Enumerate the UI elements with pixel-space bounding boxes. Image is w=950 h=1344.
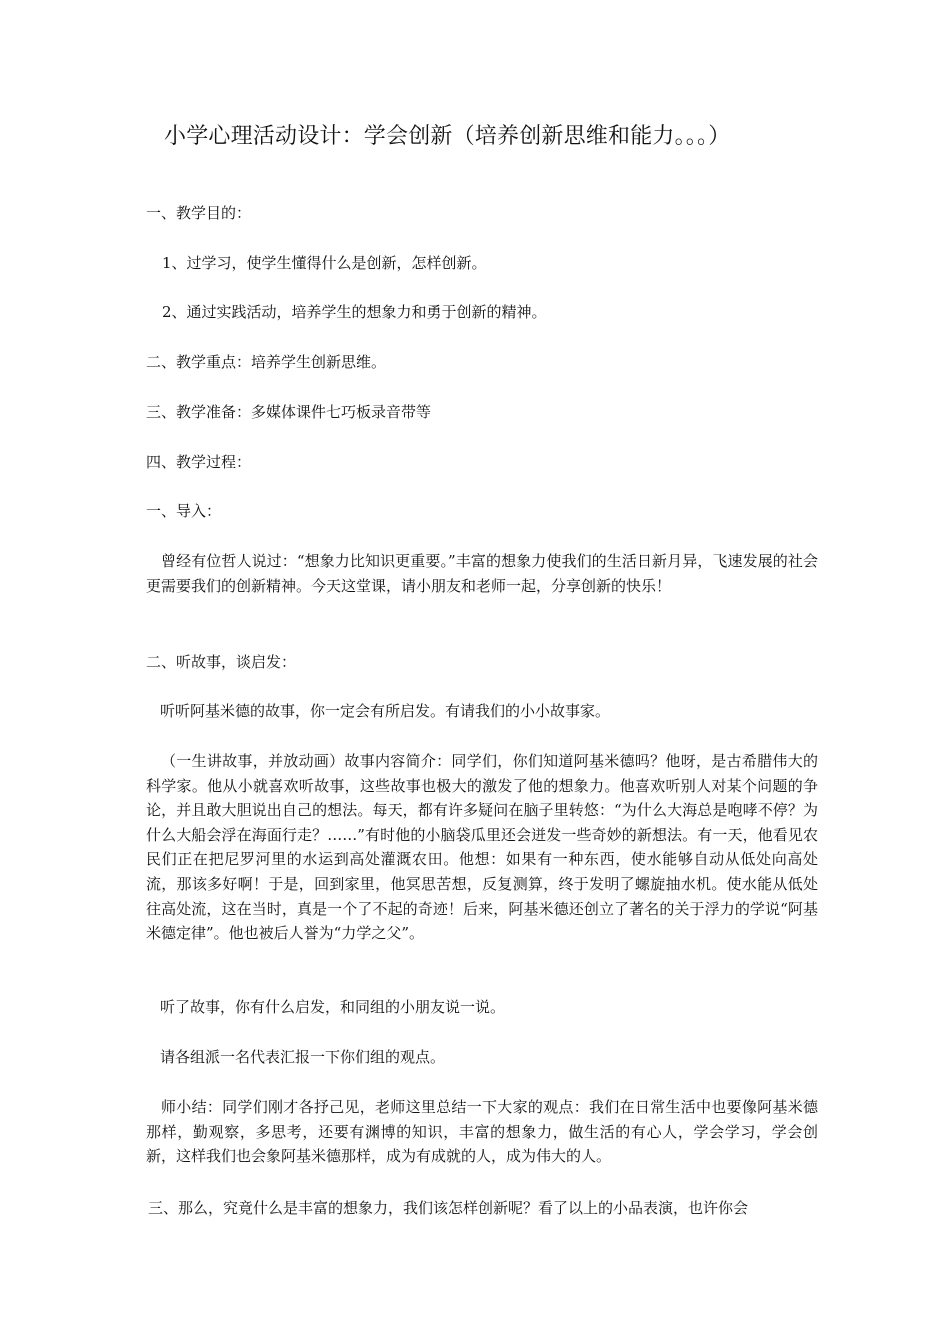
story-question-1: 听了故事，你有什么启发，和同组的小朋友说一说。 [160, 998, 506, 1016]
subsection-heading-intro: 一、导入： [146, 502, 222, 520]
story-content-paragraph: （一生讲故事，并放动画）故事内容简介：同学们，你们知道阿基米德吗？他呀，是古希腊伟大的科学家。他从小就喜欢听故事，这些故事也极大的激发了他的想象力。他喜欢听别人对某个问题的争论，并且敢大胆说出自己的想法。每天，都有许多疑问在脑子里转悠：“为什么大海总是咆哮不停？为什么大船会浮在海面行走？……”有时他的小脑袋瓜里还会迸发一些奇妙的新想法。有一天，他看见农民们正在把尼罗河里的水运到高处灌溉农田。他想：如果有一种东西，使水能够自动从低处向高处流，那该多好啊！于是，回到家里，他冥思苦想，反复测算，终于发明了螺旋抽水机。使水能从低处往高处流，这在当时，真是一个了不起的奇迹！后来，阿基米德还创立了著名的关于浮力的学说“阿基米德定律”。他也被后人誉为“力学之父”。 [146, 752, 818, 943]
objective-item-1: 1、过学习，使学生懂得什么是创新，怎样创新。 [162, 254, 487, 272]
subsection-heading-story: 二、听故事，谈启发： [146, 653, 297, 671]
teacher-summary-paragraph: 师小结：同学们刚才各抒己见，老师这里总结一下大家的观点：我们在日常生活中也要像阿基米德那样，勤观察，多思考，还要有渊博的知识，丰富的想象力，做生活的有心人，学会学习，学会创新，这样我们也会象阿基米德那样，成为有成就的人，成为伟大的人。 [146, 1098, 818, 1166]
section-three-line: 三、那么，究竟什么是丰富的想象力，我们该怎样创新呢？看了以上的小品表演，也许你会 [148, 1199, 749, 1217]
section-heading-preparation: 三、教学准备：多媒体课件七巧板录音带等 [146, 403, 432, 421]
story-lead: 听听阿基米德的故事，你一定会有所启发。有请我们的小小故事家。 [160, 702, 611, 720]
section-heading-focus: 二、教学重点：培养学生创新思维。 [146, 353, 387, 371]
intro-paragraph: 曾经有位哲人说过：“想象力比知识更重要。”丰富的想象力使我们的生活日新月异，飞速发展的社会更需要我们的创新精神。今天这堂课，请小朋友和老师一起，分享创新的快乐！ [146, 552, 818, 595]
objective-item-2: 2、通过实践活动，培养学生的想象力和勇于创新的精神。 [162, 303, 547, 321]
document-title: 小学心理活动设计：学会创新（培养创新思维和能力。。。） [164, 124, 731, 149]
section-heading-objectives: 一、教学目的： [146, 204, 252, 222]
section-heading-process: 四、教学过程： [146, 453, 252, 471]
story-question-2: 请各组派一名代表汇报一下你们组的观点。 [160, 1048, 446, 1066]
